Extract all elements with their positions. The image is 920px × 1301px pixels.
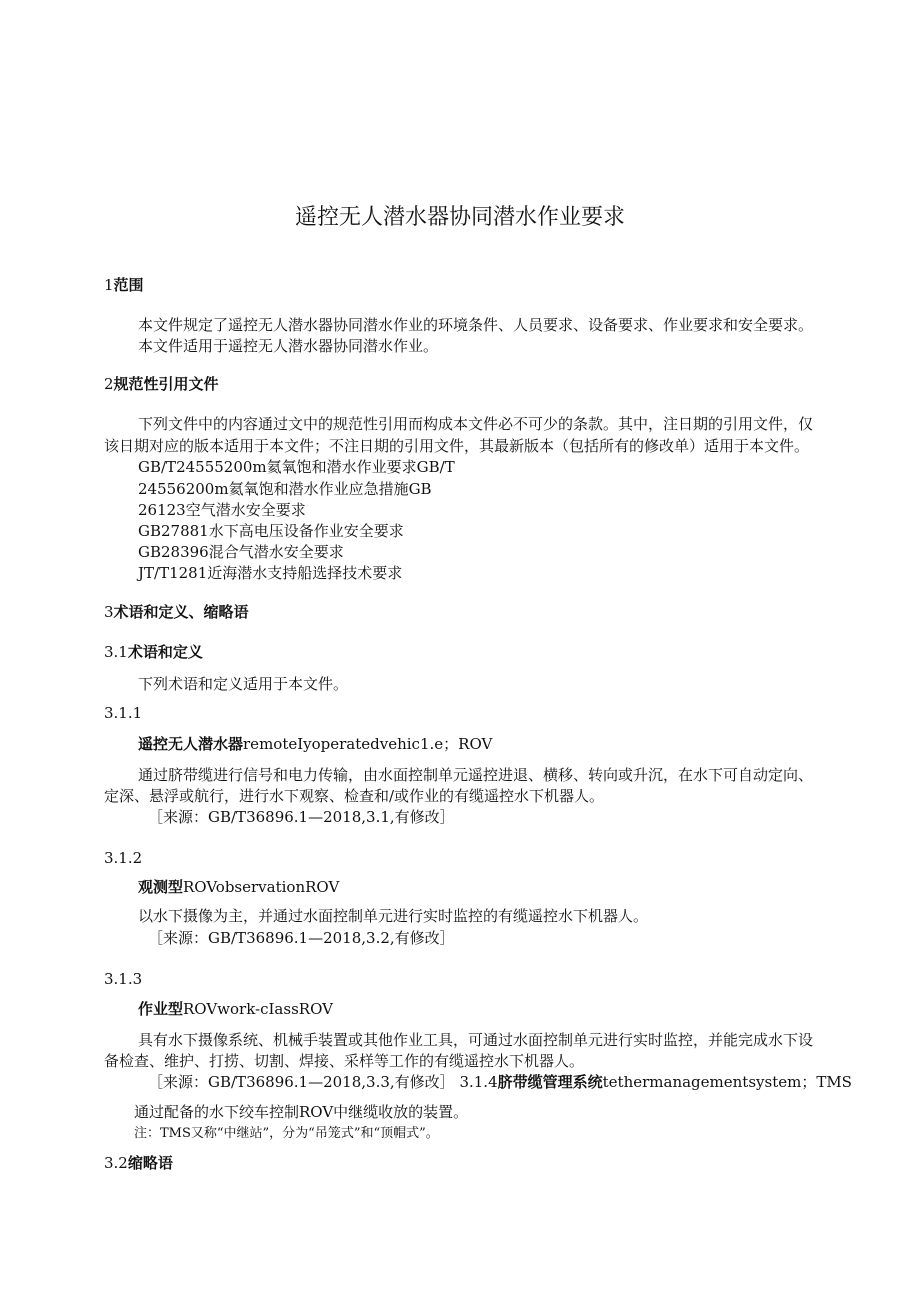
section-1-para-1: 本文件规定了遥控无人潜水器协同潜水作业的环境条件、人员要求、设备要求、作业要求和安全要求。 [138, 316, 814, 334]
section-3-heading [104, 602, 249, 622]
section-1-title: 范围 [113, 276, 144, 294]
reference-item: 24556200m氦氧饱和潜水作业应急措施GB [138, 480, 432, 498]
term-3-1-1-entry [138, 734, 492, 754]
reference-item: 26123空气潜水安全要求 [138, 501, 306, 519]
term-3-1-2-number: 3.1.2 [104, 849, 143, 867]
term-3-1-2-source: ［来源：GB/T36896.1—2018,3.2,有修改］ [148, 929, 455, 947]
term-3-1-3-chinese: 作业型 [138, 1000, 184, 1018]
subsection-3-1-number: 3.1 [104, 643, 128, 661]
document-title: 遥控无人潜水器协同潜水作业要求 [294, 205, 625, 230]
term-3-1-1-number: 3.1.1 [104, 704, 143, 722]
subsection-3-2-heading [104, 1153, 173, 1173]
term-3-1-1-source: ［来源：GB/T36896.1—2018,3.1,有修改］ [148, 808, 455, 826]
term-3-1-4-note: 注：TMS又称“中继站”，分为“吊笼式”和“顶帽式”。 [134, 1126, 439, 1141]
section-3-title: 术语和定义、缩略语 [113, 603, 249, 621]
section-1-para-2: 本文件适用于遥控无人潜水器协同潜水作业。 [138, 337, 439, 355]
reference-item: GB28396混合气潜水安全要求 [138, 543, 344, 561]
section-2-para-line-1: 下列文件中的内容通过文中的规范性引用而构成本文件必不可少的条款。其中，注日期的引用文件，仅 [138, 415, 814, 433]
subsection-3-2-number: 3.2 [104, 1154, 128, 1172]
term-3-1-3-source-line [148, 1072, 852, 1092]
term-3-1-4-number: 3.1.4 [459, 1073, 498, 1091]
term-3-1-3-definition-line-1: 具有水下摄像系统、机械手装置或其他作业工具，可通过水面控制单元进行实时监控，并能完成水下设 [138, 1031, 814, 1049]
section-1-number: 1 [104, 276, 114, 294]
term-3-1-1-english: remoteIyoperatedvehic1.e；ROV [243, 735, 493, 753]
section-2-para-line-2: 该日期对应的版本适用于本文件；不注日期的引用文件，其最新版本（包括所有的修改单）适用于本文件。 [104, 437, 810, 455]
section-2-number: 2 [104, 375, 114, 393]
term-3-1-3-english: ROVwork-cIassROV [183, 1000, 333, 1018]
term-3-1-3-number: 3.1.3 [104, 970, 143, 988]
subsection-3-2-title: 缩略语 [127, 1154, 173, 1172]
term-3-1-1-definition-line-1: 通过脐带缆进行信号和电力传输，由水面控制单元遥控进退、横移、转向或升沉，在水下可自动定向、 [138, 766, 814, 784]
term-3-1-2-entry [138, 877, 339, 897]
term-3-1-4-chinese: 脐带缆管理系统 [497, 1073, 603, 1091]
subsection-3-1-heading [104, 642, 203, 662]
subsection-3-1-title: 术语和定义 [127, 643, 203, 661]
term-3-1-4-definition: 通过配备的水下绞车控制ROV中继缆收放的装置。 [134, 1103, 469, 1121]
term-3-1-3-source: ［来源：GB/T36896.1—2018,3.3,有修改］ [148, 1073, 455, 1091]
term-3-1-3-definition-line-2: 备检查、维护、打捞、切割、焊接、采样等工作的有缆遥控水下机器人。 [104, 1052, 585, 1070]
term-3-1-2-english: ROVobservationROV [183, 878, 340, 896]
section-2-heading [104, 374, 219, 394]
section-1-heading [104, 275, 144, 295]
section-3-number: 3 [104, 603, 114, 621]
section-2-title: 规范性引用文件 [113, 375, 219, 393]
term-3-1-2-definition: 以水下摄像为主，并通过水面控制单元进行实时监控的有缆遥控水下机器人。 [138, 907, 649, 925]
term-3-1-4-english: tethermanagementsystem；TMS [602, 1073, 852, 1091]
reference-item: JT/T1281近海潜水支持船选择技术要求 [138, 564, 403, 582]
subsection-3-1-intro: 下列术语和定义适用于本文件。 [138, 675, 349, 693]
reference-item: GB27881水下高电压设备作业安全要求 [138, 522, 404, 540]
term-3-1-3-entry [138, 999, 333, 1019]
term-3-1-1-chinese: 遥控无人潜水器 [138, 735, 244, 753]
reference-item: GB/T24555200m氦氧饱和潜水作业要求GB/T [138, 458, 455, 476]
term-3-1-2-chinese: 观测型 [138, 878, 184, 896]
term-3-1-1-definition-line-2: 定深、悬浮或航行，进行水下观察、检查和/或作业的有缆遥控水下机器人。 [104, 787, 605, 805]
